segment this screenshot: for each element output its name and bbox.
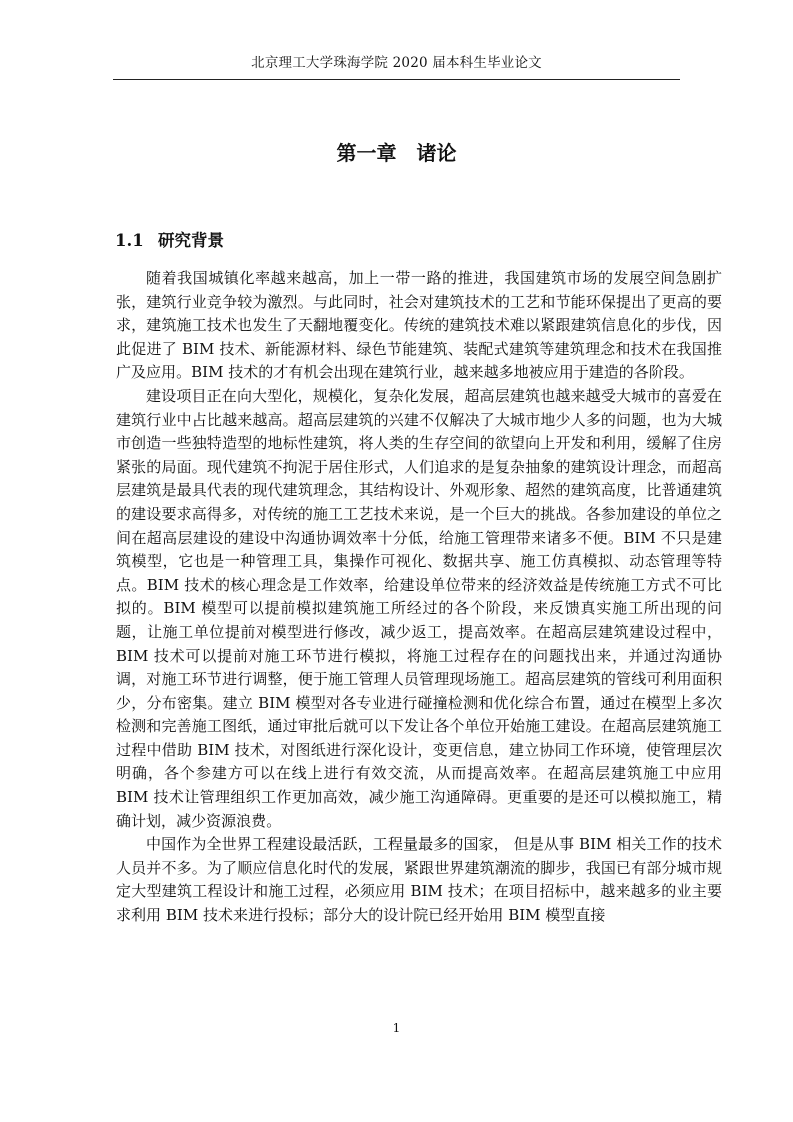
running-header: 北京理工大学珠海学院 2020 届本科生毕业论文	[251, 55, 542, 71]
body-text	[116, 267, 722, 928]
section-title: 研究背景	[158, 231, 224, 250]
page-number: 1	[392, 1021, 401, 1035]
section-number: 1.1	[115, 231, 144, 250]
paragraph-3: 中国作为全世界工程建设最活跃，工程量最多的国家， 但是从事 BIM 相关工作的技术人员并不多。为了顺应信息化时代的发展，紧跟世界建筑潮流的脚步，我国已有部分城市规定大型建筑工程设计和施工过程，必须应用 BIM 技术；在项目招标中，越来越多的业主要求利用 BIM 技术来进行投标；部分大的设计院已经开始用 BIM 模型直接	[116, 835, 722, 925]
chapter-title: 第一章 诸论	[336, 141, 457, 165]
paragraph-2: 建设项目正在向大型化，规模化，复杂化发展，超高层建筑也越来越受大城市的喜爱在建筑行业中占比越来越高。超高层建筑的兴建不仅解决了大城市地少人多的问题，也为大城市创造一些独特造型的地标性建筑，将人类的生存空间的欲望向上开发和利用，缓解了住房紧张的局面。现代建筑不拘泥于居住形式，人们追求的是复杂抽象的建筑设计理念，而超高层建筑是最具代表的现代建筑理念，其结构设计、外观形象、超然的建筑高度，比普通建筑的建设要求高得多，对传统的施工工艺技术来说，是一个巨大的挑战。各参加建设的单位之间在超高层建设的建设中沟通协调效率十分低，给施工管理带来诸多不便。BIM 不只是建筑模型，它也是一种管理工具，集操作可视化、数据共享、施工仿真模拟、动态管理等特点。BIM 技术的核心理念是工作效率，给建设单位带来的经济效益是传统施工方式不可比拟的。BIM 模型可以提前模拟建筑施工所经过的各个阶段，来反馈真实施工所出现的问题，让施工单位提前对模型进行修改，减少返工，提高效率。在超高层建筑建设过程中，BIM 技术可以提前对施工环节进行模拟，将施工过程存在的问题找出来，并通过沟通协调，对施工环节进行调整，便于施工管理人员管理现场施工。超高层建筑的管线可利用面积少，分布密集。建立 BIM 模型对各专业进行碰撞检测和优化综合布置，通过在模型上多次检测和完善施工图纸，通过审批后就可以下发让各个单位开始施工建设。在超高层建筑施工过程中借助 BIM 技术，对图纸进行深化设计，变更信息，建立协同工作环境，使管理层次明确，各个参建方可以在线上进行有效交流，从而提高效率。在超高层建筑施工中应用 BIM 技术让管理组织工作更加高效，减少施工沟通障碍。更重要的是还可以模拟施工，精确计划，减少资源浪费。	[116, 386, 722, 830]
section-heading	[115, 229, 224, 253]
paragraph-1: 随着我国城镇化率越来越高，加上一带一路的推进，我国建筑市场的发展空间急剧扩张，建筑行业竞争较为激烈。与此同时，社会对建筑技术的工艺和节能环保提出了更高的要求，建筑施工技术也发生了天翻地覆变化。传统的建筑技术难以紧跟建筑信息化的步伐，因此促进了 BIM 技术、新能源材料、绿色节能建筑、装配式建筑等建筑理念和技术在我国推广及应用。BIM 技术的才有机会出现在建筑行业，越来越多地被应用于建造的各阶段。	[116, 269, 722, 382]
header-rule	[113, 79, 680, 80]
